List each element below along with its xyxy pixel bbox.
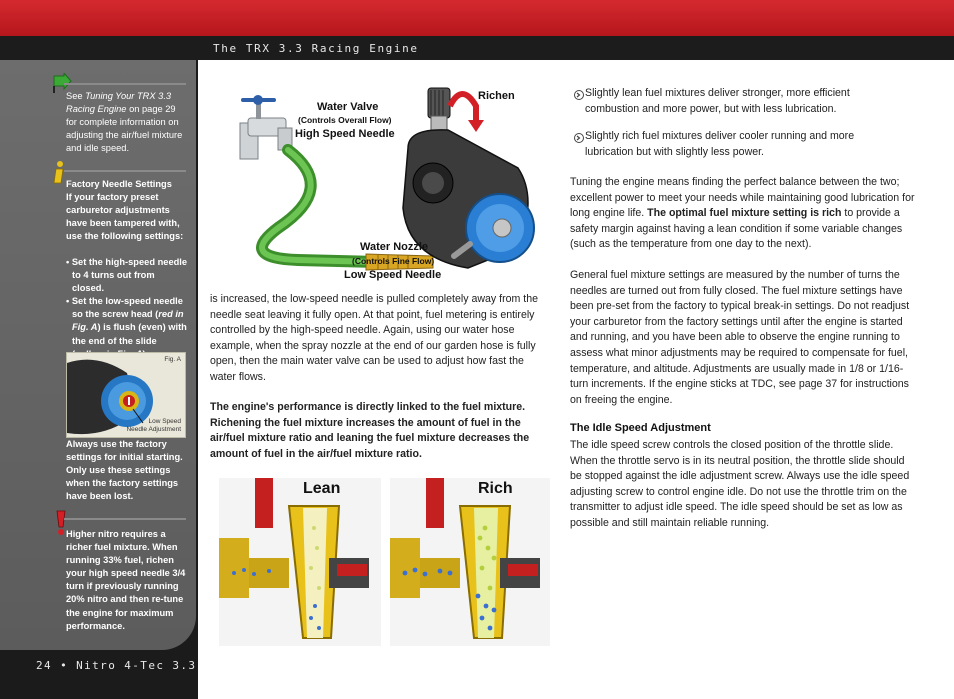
list-item: • Set the high-speed needle to 4 turns out from closed. xyxy=(66,257,188,294)
tip-note: See Tuning Your TRX 3.3 Racing Engine on page 29 for complete information on adjusting the air/fuel mixture and idle speed. xyxy=(66,91,183,154)
factory-settings-intro: If your factory preset carburetor adjustments have been tampered with, use the following settings: xyxy=(66,192,184,242)
factory-settings-list xyxy=(66,256,188,361)
header-title-bar xyxy=(0,36,954,60)
controls-fine-flow-label: (Controls Fine Flow) xyxy=(352,256,435,266)
lean-mixture-bullet: Slightly lean fuel mixtures deliver stronger, more efficient combustion and more power, but with less lubrication. xyxy=(585,87,850,115)
lean-mixture-illustration xyxy=(219,478,381,646)
figure-a-label: Fig. A xyxy=(164,356,181,363)
figure-a-caption: Low Speed Needle Adjustment xyxy=(126,418,181,433)
factory-settings-note xyxy=(66,178,188,243)
factory-settings-heading: Factory Needle Settings xyxy=(66,179,172,189)
list-item: • Set the low-speed needle so the screw head (red in Fig. A) is flush (even) with the end of the slide xyxy=(66,296,187,346)
lean-label: Lean xyxy=(303,480,341,497)
idle-speed-heading: The Idle Speed Adjustment xyxy=(570,422,711,434)
water-nozzle-label: Water Nozzle xyxy=(360,241,429,253)
controls-overall-flow-label: (Controls Overall Flow) xyxy=(298,115,392,125)
rich-label: Rich xyxy=(478,480,513,497)
rich-mixture-illustration xyxy=(390,478,550,646)
header-red-band xyxy=(0,0,954,36)
tip-divider xyxy=(64,83,186,85)
figure-a xyxy=(66,352,186,438)
info-divider xyxy=(64,170,186,172)
bullet-icon xyxy=(572,131,586,145)
middle-paragraph-1: is increased, the low-speed needle is pulled completely away from the needle seat leaving it fully open. At that point, fuel metering is entirely controlled by the high-speed needle. Again, using our water hose example, when the spray nozzle at the end of our garden hose is fully open, then the main water valve can be used to adjust how fast the water flows. xyxy=(210,293,538,383)
nitro-warning-note: Higher nitro requires a richer fuel mixture. When running 33% fuel, richen your high speed needle 3/4 turn if previously running 20% nitro and then re-tune the engine for maximum performance. xyxy=(66,529,186,631)
high-speed-needle-label: High Speed Needle xyxy=(295,128,395,140)
water-valve-label: Water Valve xyxy=(317,101,379,113)
richen-label: Richen xyxy=(478,90,515,102)
tuning-paragraph: Tuning the engine means finding the perfect balance between the two; excellent power to meet your needs while maintaining good lubrication for long engine life. The optimal fuel mixture setting is rich to provide a safety margin against having a lean condition if some variable changes (such as the temperature from one day to the next). xyxy=(570,176,915,251)
bullet-icon xyxy=(572,88,586,102)
page-header-title: The TRX 3.3 Racing Engine xyxy=(213,42,419,55)
idle-speed-paragraph: The idle speed screw controls the closed position of the throttle slide. When the throttle servo is in its neutral position, the throttle slide should be stopped against the idle adjustment screw. Always use the idle speed adjusting screw to control engine idle. Do not use the throttle trim on the transmitter to adjust idle speed. The idle speed should be set as low as possible and still maintain reliable running. xyxy=(570,439,910,529)
factory-settings-closing: Always use the factory settings for initial starting. Only use these settings when the factory settings have been lost. xyxy=(66,439,183,502)
page-footer: 24 • Nitro 4-Tec 3.3 xyxy=(36,659,197,672)
warning-divider xyxy=(64,518,186,520)
settings-paragraph: General fuel mixture settings are measured by the number of turns the needles are turned out from fully closed. The fuel mixture settings have been pre-set from the factory to typical break-in settings. Do not readjust your carburetor from the factory settings until after the engine is started and running, and you have been able to observe the engine running to assess what minor adjustments may be required to compensate for fuel, temperature, and altitude. Adjustments are usually made in 1/8 or 1/16-turn increments. If the engine sticks at TDC, see page 37 for instructions on freeing the engine. xyxy=(570,269,910,406)
middle-paragraph-2: The engine's performance is directly linked to the fuel mixture. Richening the fuel mixture increases the amount of fuel in the air/fuel mixture ratio and leaning the fuel mixture decreases the amount of fuel in the air/fuel mixture ratio. xyxy=(210,401,530,460)
rich-mixture-bullet: Slightly rich fuel mixtures deliver cooler running and more lubrication but with slightly less power. xyxy=(585,130,855,158)
low-speed-needle-label: Low Speed Needle xyxy=(344,269,442,281)
